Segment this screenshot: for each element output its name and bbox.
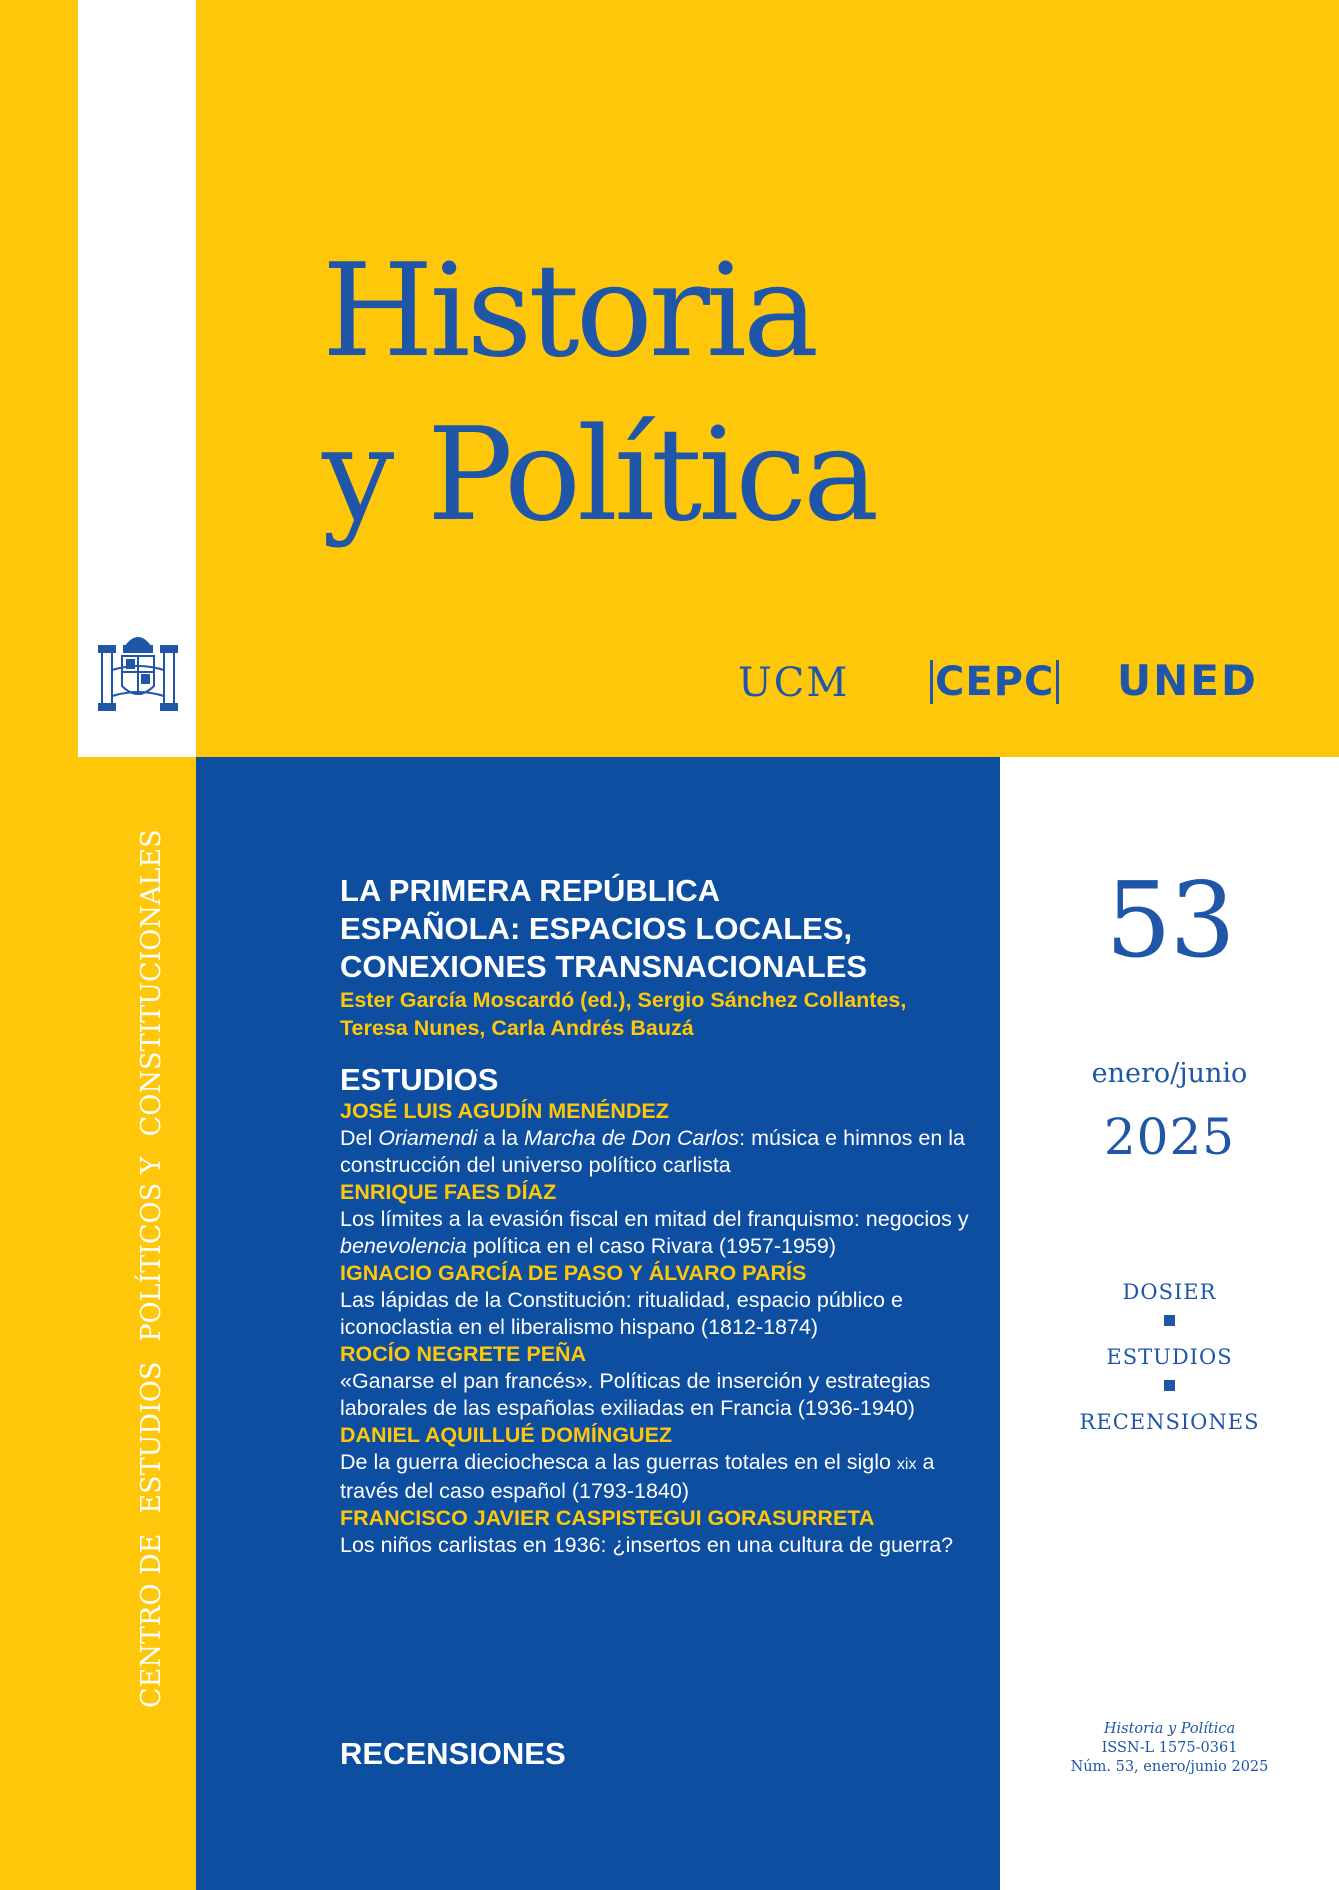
article-title: «Ganarse el pan francés». Políticas de inserción y estrategias laborales de las españolas exiliadas en Francia (1936-1940)	[340, 1369, 931, 1420]
dossier-block	[340, 872, 980, 1042]
article-entry	[340, 1422, 990, 1505]
article-title: Del Oriamendi a la Marcha de Don Carlos: música e himnos en la construcción del universo político carlista	[340, 1126, 966, 1177]
publisher-text-part: ESTUDIOS	[135, 1361, 167, 1514]
article-title: De la guerra dieciochesca a las guerras totales en el siglo xix a través del caso español (1793-1840)	[340, 1450, 935, 1503]
colophon-issue: Núm. 53, enero/junio 2025	[1070, 1759, 1269, 1775]
article-author: JOSÉ LUIS AGUDÍN MENÉNDEZ	[340, 1099, 669, 1123]
recensiones-heading: RECENSIONES	[340, 1736, 566, 1771]
dossier-title-line: ESPAÑOLA: ESPACIOS LOCALES,	[340, 911, 853, 946]
dossier-authors-line: Ester García Moscardó (ed.), Sergio Sánchez Collantes,	[340, 988, 907, 1012]
dossier-authors-line: Teresa Nunes, Carla Andrés Bauzá	[340, 1016, 694, 1040]
article-title: Las lápidas de la Constitución: ritualidad, espacio público e iconoclastia en el liberalismo hispano (1812-1874)	[340, 1288, 903, 1339]
section-item-recensiones: RECENSIONES	[1079, 1410, 1260, 1434]
dossier-title-line: LA PRIMERA REPÚBLICA	[340, 873, 721, 908]
estudios-heading: ESTUDIOS	[340, 1062, 499, 1097]
issue-period: enero/junio	[1091, 1058, 1248, 1089]
article-author: DANIEL AQUILLUÉ DOMÍNGUEZ	[340, 1423, 673, 1447]
article-entry	[340, 1179, 990, 1260]
square-bullet-icon	[1164, 1315, 1175, 1326]
article-author: ENRIQUE FAES DÍAZ	[340, 1180, 557, 1204]
section-item-dosier: DOSIER	[1122, 1280, 1217, 1304]
estudios-block	[340, 1062, 990, 1559]
article-title: Los niños carlistas en 1936: ¿insertos en una cultura de guerra?	[340, 1533, 954, 1557]
colophon-journal: Historia y Política	[1103, 1721, 1236, 1737]
journal-title-line2: y Política	[322, 401, 876, 550]
square-bullet-icon	[1164, 1380, 1175, 1391]
ucm-logo: UCM	[738, 660, 850, 706]
uned-logo: UNED	[1117, 656, 1258, 705]
article-entry	[340, 1505, 990, 1559]
article-entry	[340, 1341, 990, 1422]
article-entry	[340, 1098, 990, 1179]
cepc-logo: CEPC	[930, 660, 1059, 704]
article-author: FRANCISCO JAVIER CASPISTEGUI GORASURRETA	[340, 1506, 875, 1530]
publisher-text-part: CONSTITUCIONALES	[135, 829, 167, 1137]
article-entry	[340, 1260, 990, 1341]
sections-list	[1000, 1275, 1339, 1439]
publisher-vertical-label	[78, 828, 196, 1718]
article-author: IGNACIO GARCÍA DE PASO Y ÁLVARO PARÍS	[340, 1261, 807, 1285]
article-title: Los límites a la evasión fiscal en mitad del franquismo: negocios y benevolencia política en el caso Rivara (1957-1959)	[340, 1207, 969, 1258]
issue-number: 53	[1105, 859, 1234, 981]
dossier-title-line: CONEXIONES TRANSNACIONALES	[340, 949, 868, 984]
colophon-issn: ISSN-L 1575-0361	[1101, 1740, 1238, 1756]
journal-title-line1: Historia	[322, 237, 816, 386]
issue-year: 2025	[1103, 1108, 1236, 1166]
coat-of-arms-icon	[96, 626, 180, 716]
article-author: ROCÍO NEGRETE PEÑA	[340, 1342, 587, 1366]
publisher-text-part: POLÍTICOS Y	[135, 1156, 167, 1342]
publisher-text-part: CENTRO DE	[135, 1533, 167, 1708]
colophon	[1000, 1720, 1339, 1777]
section-item-estudios: ESTUDIOS	[1106, 1345, 1233, 1369]
